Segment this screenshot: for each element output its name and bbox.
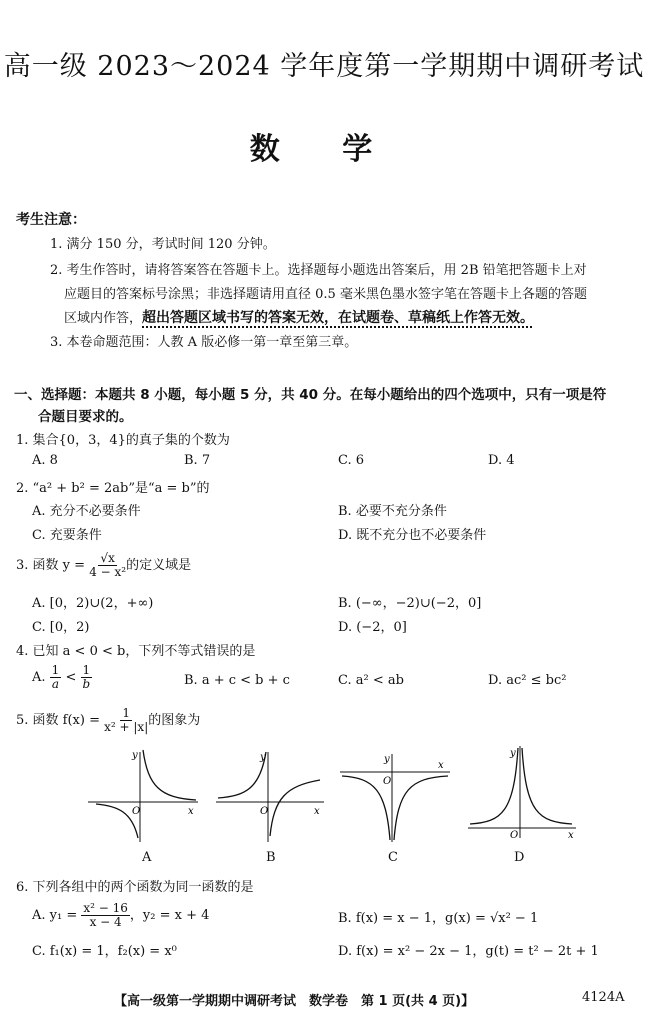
- q1-option-d: D. 4: [488, 453, 515, 468]
- graph-a-x-label: x: [188, 806, 194, 817]
- graph-c-x-label: x: [438, 760, 444, 771]
- q4-option-b: B. a + c < b + c: [184, 673, 290, 688]
- q4-frac-1-num: 1: [51, 663, 60, 677]
- q6-frac-num: x² − 16: [83, 901, 128, 915]
- q2-option-a: A. 充分不必要条件: [32, 504, 141, 519]
- graph-d-curve-right: [522, 748, 572, 824]
- q5-graph-b: [212, 742, 328, 842]
- section-1-heading-cont: 合题目要求的。: [38, 409, 133, 425]
- graph-d-origin: O: [510, 830, 519, 841]
- q3-frac-den: 4 − x²: [89, 565, 127, 579]
- q5-frac-num: 1: [122, 706, 130, 720]
- q5-graph-d: [464, 742, 580, 842]
- notice-heading: 考生注意：: [16, 212, 86, 228]
- graph-b-origin: O: [260, 806, 269, 817]
- q5-frac-den: x² + |x|: [104, 720, 149, 734]
- q5-stem-post: 的图象为: [148, 713, 201, 728]
- q1-option-b: B. 7: [184, 453, 211, 468]
- q4-frac-1-den: a: [51, 677, 60, 691]
- q1-stem: 1. 集合{0，3，4}的真子集的个数为: [16, 433, 230, 448]
- q5-fraction: [104, 707, 148, 734]
- notice-item-2-line-3: [64, 309, 534, 328]
- q4-frac-1: [50, 664, 62, 691]
- graph-d-x-label: x: [568, 830, 574, 841]
- notice-item-1: 1. 满分 150 分，考试时间 120 分钟。: [50, 237, 276, 252]
- q5-label-c: C: [388, 850, 398, 865]
- section-1-heading: 一、选择题：本题共 8 小题，每小题 5 分，共 40 分。在每小题给出的四个选项中，只有一项是符: [14, 387, 607, 403]
- q6-option-c: C. f₁(x) = 1，f₂(x) = x⁰: [32, 944, 177, 959]
- notice-item-2-emphasis: 超出答题区域书写的答案无效，在试题卷、草稿纸上作答无效。: [142, 310, 535, 326]
- q3-option-c: C. [0，2): [32, 620, 90, 635]
- q5-graph-c: [338, 742, 456, 842]
- graph-c-y-label: y: [384, 754, 390, 765]
- q5-label-d: D: [514, 850, 525, 865]
- graph-c-origin: O: [383, 776, 392, 787]
- graph-b-curve-left: [218, 752, 266, 798]
- q3-stem-post: 的定义域是: [126, 558, 192, 573]
- q4-frac-2-num: 1: [82, 663, 91, 677]
- q4-option-c: C. a² < ab: [338, 673, 404, 688]
- q3-stem-pre: 3. 函数 y =: [16, 558, 86, 573]
- q5-stem-pre: 5. 函数 f(x) =: [16, 713, 100, 728]
- q3-option-b: B. (−∞，−2)∪(−2，0]: [338, 596, 482, 611]
- q6-option-d: D. f(x) = x² − 2x − 1，g(t) = t² − 2t + 1: [338, 944, 599, 959]
- q2-stem: 2. “a² + b² = 2ab”是“a = b”的: [16, 481, 210, 496]
- q4-stem: 4. 已知 a < 0 < b，下列不等式错误的是: [16, 644, 256, 659]
- q6-option-a-post: ，y₂ = x + 4: [129, 908, 210, 923]
- q6-frac-den: x − 4: [89, 915, 122, 929]
- notice-item-2-line-2: 应题目的答案标号涂黑；非选择题请用直径 0.5 毫米黑色墨水签字笔在答题卡上各题的答题: [64, 287, 587, 302]
- q2-option-b: B. 必要不充分条件: [338, 504, 447, 519]
- q4-frac-2: [81, 664, 93, 691]
- q6-stem: 6. 下列各组中的两个函数为同一函数的是: [16, 880, 254, 895]
- graph-b-curve-right: [270, 780, 320, 836]
- q5-label-b: B: [266, 850, 276, 865]
- subject-title: 数 学: [249, 132, 399, 167]
- paper-code: 4124A: [582, 990, 625, 1005]
- q6-option-a-pre: A. y₁ =: [32, 908, 78, 923]
- q5-label-a: A: [142, 850, 152, 865]
- q4-option-d: D. ac² ≤ bc²: [488, 673, 567, 688]
- graph-d-y-label: y: [510, 748, 516, 759]
- notice-item-2-plain: 区域内作答，: [64, 311, 143, 326]
- q6-option-a: [32, 902, 209, 929]
- graph-b-y-label: y: [260, 752, 266, 763]
- q1-option-a: A. 8: [32, 453, 58, 468]
- q4-frac-2-den: b: [82, 677, 91, 691]
- q4-option-a: [32, 664, 92, 691]
- graph-a-curve-right: [143, 750, 196, 800]
- notice-item-3: 3. 本卷命题范围：人教 A 版必修一第一章至第三章。: [50, 335, 358, 350]
- q3-stem: [16, 552, 191, 579]
- q2-option-c: C. 充要条件: [32, 528, 102, 543]
- q3-frac-num: √x: [100, 551, 115, 565]
- page-footer: 【高一级第一学期期中调研考试 数学卷 第 1 页(共 4 页)】: [114, 994, 475, 1009]
- q2-option-d: D. 既不充分也不必要条件: [338, 528, 487, 543]
- graph-b-x-label: x: [314, 806, 320, 817]
- q3-option-d: D. (−2，0]: [338, 620, 407, 635]
- graph-a-y-label: y: [132, 750, 138, 761]
- graph-d-curve-left: [470, 748, 518, 824]
- q3-fraction: [89, 552, 126, 579]
- q5-stem: [16, 707, 200, 734]
- q1-option-c: C. 6: [338, 453, 365, 468]
- q6-fraction: [81, 902, 130, 929]
- q4-relation: <: [65, 670, 77, 685]
- graph-c-curve-right: [394, 776, 448, 840]
- q3-option-a: A. [0，2)∪(2，+∞): [32, 596, 154, 611]
- exam-title: 高一级 2023～2024 学年度第一学期期中调研考试: [3, 51, 645, 82]
- q4-option-a-label: A.: [32, 670, 46, 685]
- q5-graph-a: [88, 742, 204, 842]
- q6-option-b: B. f(x) = x − 1，g(x) = √x² − 1: [338, 911, 539, 926]
- notice-item-2-line-1: 2. 考生作答时，请将答案答在答题卡上。选择题每小题选出答案后，用 2B 铅笔把答题卡上对: [50, 263, 587, 278]
- graph-a-origin: O: [132, 806, 141, 817]
